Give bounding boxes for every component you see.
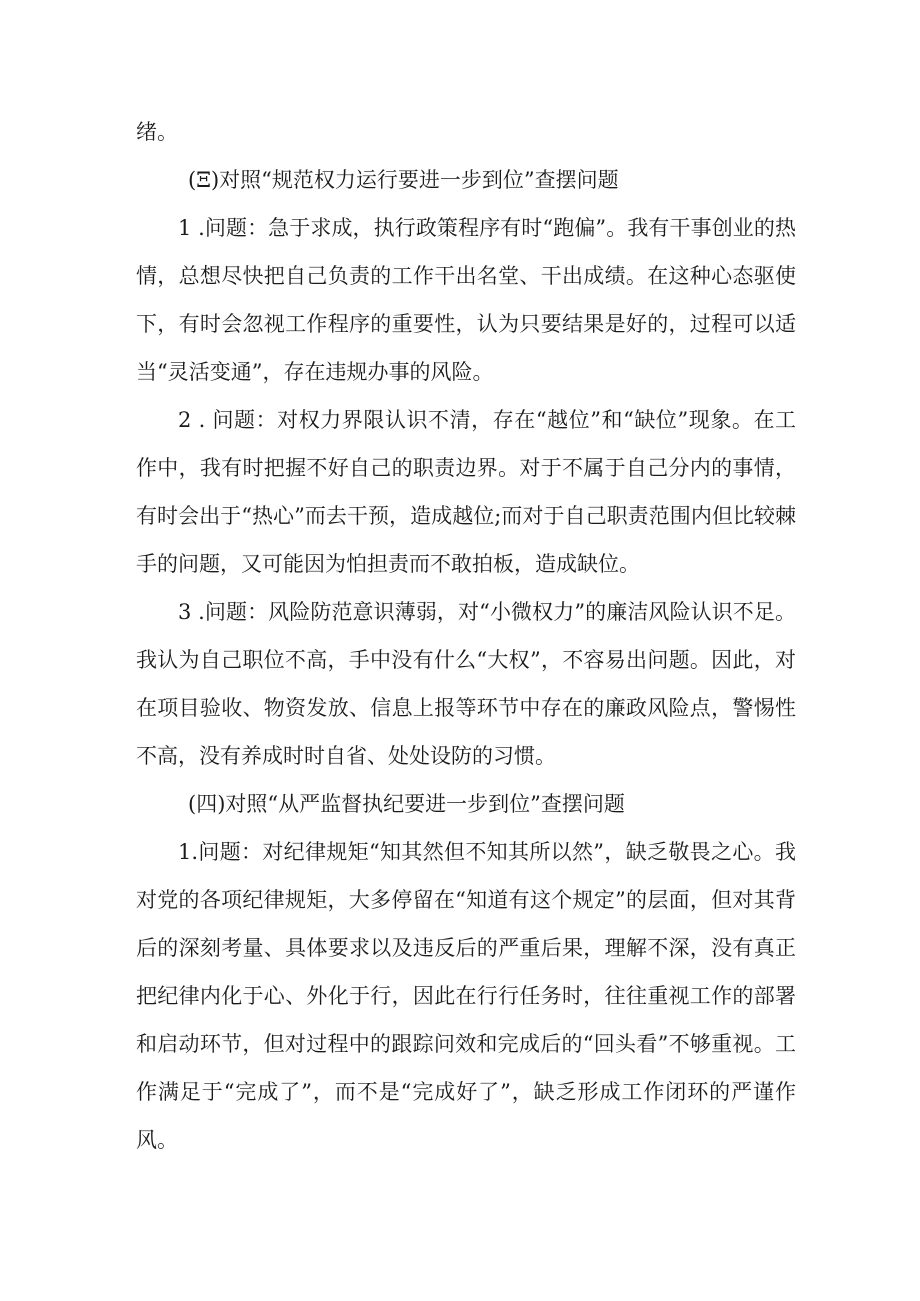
- continuation-text: 绪。: [136, 120, 178, 144]
- document-body: [136, 108, 796, 1164]
- section-3-heading: (Ξ)对照“规范权力运行要进一步到位”查摆问题: [188, 168, 619, 192]
- section-3-item-2: 2 . 问题：对权力界限认识不清，存在“越位”和“缺位”现象。在工作中，我有时把握不好自己的职责边界。对于不属于自己分内的事情，有时会出于“热心”而去干预，造成越位;而对于自己职责范围内但比较棘手的问题，又可能因为怕担责而不敢拍板，造成缺位。: [136, 408, 796, 576]
- section-4-heading: (四)对照“从严监督执纪要进一步到位”查摆问题: [188, 792, 625, 816]
- section-4-item-1: 1.问题：对纪律规矩“知其然但不知其所以然”，缺乏敬畏之心。我对党的各项纪律规矩，大多停留在“知道有这个规定”的层面，但对其背后的深刻考量、具体要求以及违反后的严重后果，理解不深，没有真正把纪律内化于心、外化于行，因此在行行任务时，往往重视工作的部署和启动环节，但对过程中的跟踪问效和完成后的“回头看”不够重视。工作满足于“完成了”，而不是“完成好了”，缺乏形成工作闭环的严谨作风。: [136, 840, 796, 1152]
- section-3-item-3: 3 .问题：风险防范意识薄弱，对“小微权力”的廉洁风险认识不足。我认为自己职位不高，手中没有什么“大权”，不容易出问题。因此，对在项目验收、物资发放、信息上报等环节中存在的廉政风险点，警惕性不高，没有养成时时自省、处处设防的习惯。: [136, 600, 796, 768]
- section-3-item-1: 1 .问题：急于求成，执行政策程序有时“跑偏”。我有干事创业的热情，总想尽快把自己负责的工作干出名堂、干出成绩。在这种心态驱使下，有时会忽视工作程序的重要性，认为只要结果是好的，过程可以适当“灵活变通”，存在违规办事的风险。: [136, 216, 796, 384]
